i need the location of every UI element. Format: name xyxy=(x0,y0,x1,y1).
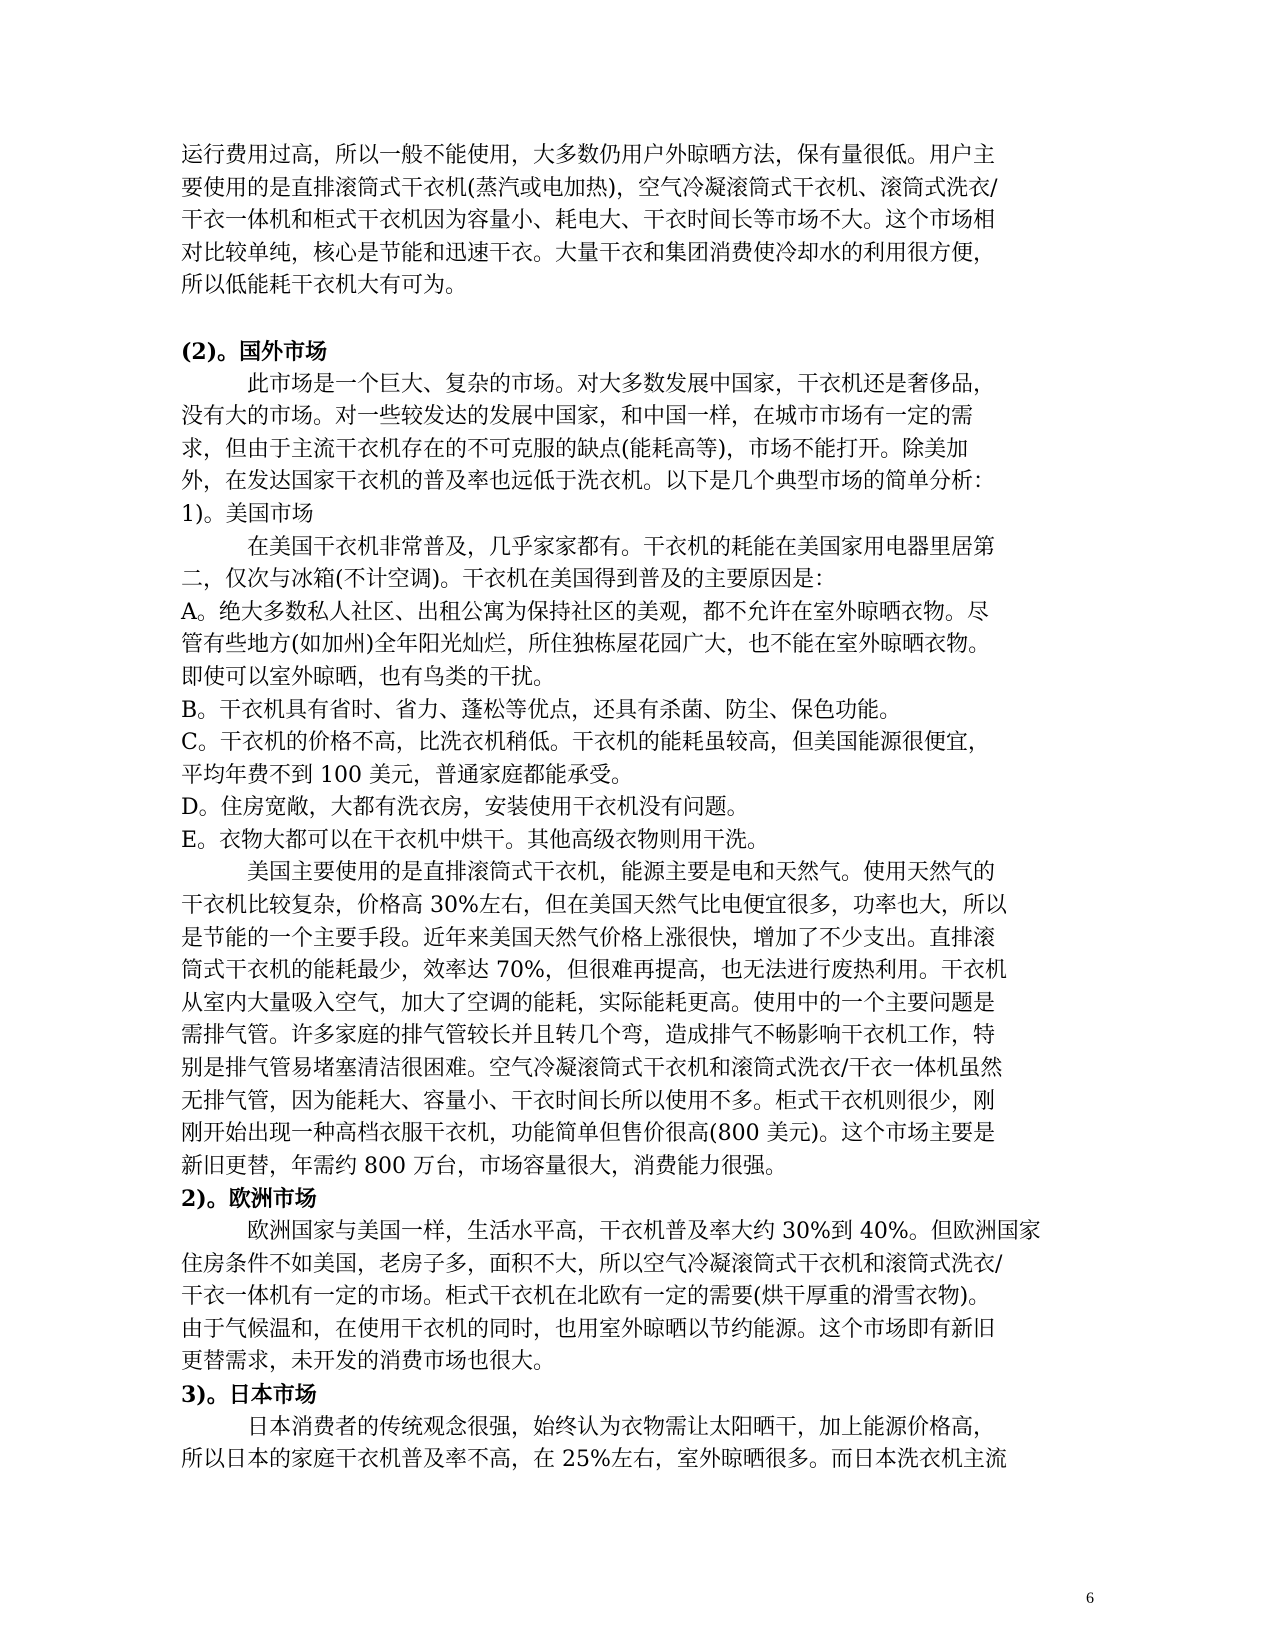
list-item: 即使可以室外晾晒，也有鸟类的干扰。 xyxy=(181,664,556,690)
page-number: 6 xyxy=(1086,1590,1094,1607)
list-item: 平均年费不到 100 美元，普通家庭都能承受。 xyxy=(181,762,633,788)
text-line: 住房条件不如美国，老房子多，面积不大，所以空气冷凝滚筒式干衣机和滚筒式洗衣/ xyxy=(181,1251,1003,1277)
text-line: 需排气管。许多家庭的排气管较长并且转几个弯，造成排气不畅影响干衣机工作，特 xyxy=(181,1023,996,1049)
text-line: 刚开始出现一种高档衣服干衣机，功能简单但售价很高(800 美元)。这个市场主要是 xyxy=(181,1121,996,1147)
text-line: 美国主要使用的是直排滚筒式干衣机，能源主要是电和天然气。使用天然气的 xyxy=(247,860,996,886)
page-content xyxy=(181,140,1111,1477)
text-line: 从室内大量吸入空气，加大了空调的能耗，实际能耗更高。使用中的一个主要问题是 xyxy=(181,990,996,1016)
list-item: E。衣物大都可以在干衣机中烘干。其他高级衣物则用干洗。 xyxy=(181,827,770,853)
list-item: D。住房宽敞，大都有洗衣房，安装使用干衣机没有问题。 xyxy=(181,795,749,821)
text-line: 此市场是一个巨大、复杂的市场。对大多数发展中国家，干衣机还是奢侈品， xyxy=(247,371,996,397)
text-line: 所以低能耗干衣机大有可为。 xyxy=(181,273,468,299)
text-line: 日本消费者的传统观念很强，始终认为衣物需让太阳晒干，加上能源价格高， xyxy=(247,1414,996,1440)
list-item: A。绝大多数私人社区、出租公寓为保持社区的美观，都不允许在室外晾晒衣物。尽 xyxy=(181,599,989,625)
list-item: C。干衣机的价格不高，比洗衣机稍低。干衣机的能耗虽较高，但美国能源很便宜， xyxy=(181,730,990,756)
subsection-heading-europe: 2)。欧洲市场 xyxy=(181,1186,317,1213)
subsection-heading-usa: 1)。美国市场 xyxy=(181,501,314,527)
section-heading-foreign-market: (2)。国外市场 xyxy=(181,338,328,365)
text-line: 新旧更替，年需约 800 万台，市场容量很大，消费能力很强。 xyxy=(181,1153,787,1179)
text-line: 干衣机比较复杂，价格高 30%左右，但在美国天然气比电便宜很多，功率也大，所以 xyxy=(181,893,1007,919)
text-line: 是节能的一个主要手段。近年来美国天然气价格上涨很快，增加了不少支出。直排滚 xyxy=(181,925,996,951)
list-item: B。干衣机具有省时、省力、蓬松等优点，还具有杀菌、防尘、保色功能。 xyxy=(181,697,902,723)
text-line: 所以日本的家庭干衣机普及率不高，在 25%左右，室外晾晒很多。而日本洗衣机主流 xyxy=(181,1447,1007,1473)
text-line: 求，但由于主流干衣机存在的不可克服的缺点(能耗高等)，市场不能打开。除美加 xyxy=(181,436,969,462)
text-line: 干衣一体机和柜式干衣机因为容量小、耗电大、干衣时间长等市场不大。这个市场相 xyxy=(181,208,996,234)
list-item: 管有些地方(如加州)全年阳光灿烂，所住独栋屋花园广大，也不能在室外晾晒衣物。 xyxy=(181,632,991,658)
text-line: 二，仅次与冰箱(不计空调)。干衣机在美国得到普及的主要原因是： xyxy=(181,567,837,593)
text-line: 无排气管，因为能耗大、容量小、干衣时间长所以使用不多。柜式干衣机则很少，刚 xyxy=(181,1088,996,1114)
text-line: 外，在发达国家干衣机的普及率也远低于洗衣机。以下是几个典型市场的简单分析： xyxy=(181,469,996,495)
text-line: 筒式干衣机的能耗最少，效率达 70%，但很难再提高，也无法进行废热利用。干衣机 xyxy=(181,958,1007,984)
text-line: 欧洲国家与美国一样，生活水平高，干衣机普及率大约 30%到 40%。但欧洲国家 xyxy=(247,1219,1041,1244)
text-line: 运行费用过高，所以一般不能使用，大多数仍用户外晾晒方法，保有量很低。用户主 xyxy=(181,143,996,168)
text-line: 由于气候温和，在使用干衣机的同时，也用室外晾晒以节约能源。这个市场即有新旧 xyxy=(181,1316,996,1342)
subsection-heading-japan: 3)。日本市场 xyxy=(181,1381,317,1408)
text-line: 要使用的是直排滚筒式干衣机(蒸汽或电加热)，空气冷凝滚筒式干衣机、滚筒式洗衣/ xyxy=(181,175,998,201)
text-line: 没有大的市场。对一些较发达的发展中国家，和中国一样，在城市市场有一定的需 xyxy=(181,404,974,430)
text-line: 在美国干衣机非常普及，几乎家家都有。干衣机的耗能在美国家用电器里居第 xyxy=(247,534,996,560)
text-line: 别是排气管易堵塞清洁很困难。空气冷凝滚筒式干衣机和滚筒式洗衣/干衣一体机虽然 xyxy=(181,1056,1003,1082)
text-line: 对比较单纯，核心是节能和迅速干衣。大量干衣和集团消费使冷却水的利用很方便， xyxy=(181,240,996,266)
text-line: 干衣一体机有一定的市场。柜式干衣机在北欧有一定的需要(烘干厚重的滑雪衣物)。 xyxy=(181,1284,991,1310)
text-line: 更替需求，未开发的消费市场也很大。 xyxy=(181,1349,556,1375)
